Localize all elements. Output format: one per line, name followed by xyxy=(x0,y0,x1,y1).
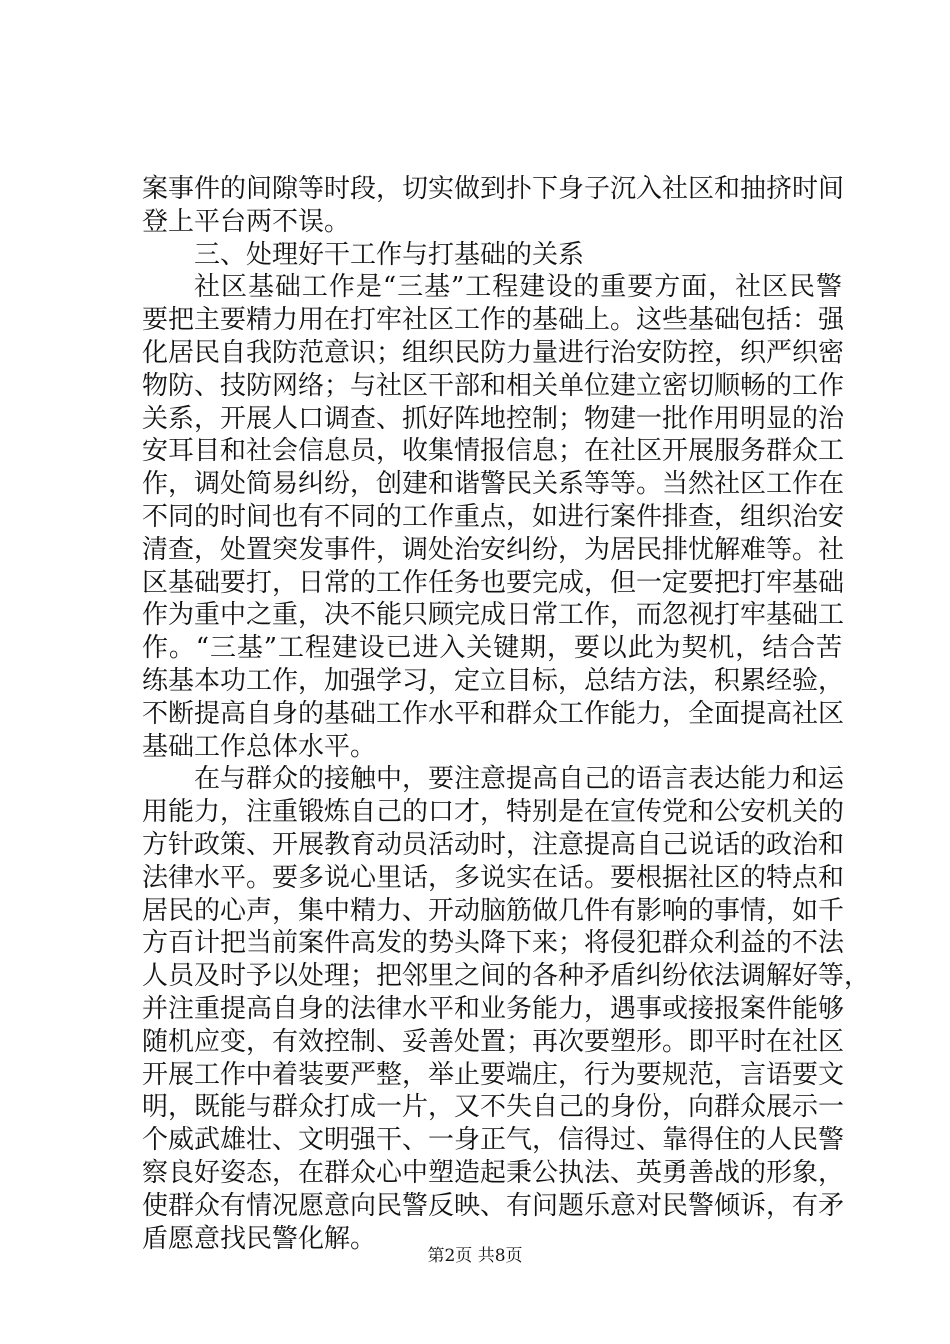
text-line: 方百计把当前案件高发的势头降下来；将侵犯群众利益的不法 xyxy=(142,928,845,959)
text-line: 区基础要打，日常的工作任务也要完成，但一定要把打牢基础 xyxy=(142,567,845,598)
text-line: 人员及时予以处理；把邻里之间的各种矛盾纠纷依法调解好等， xyxy=(142,961,871,992)
text-line: 法律水平。要多说心里话，多说实在话。要根据社区的特点和 xyxy=(142,862,845,893)
text-line: 要把主要精力用在打牢社区工作的基础上。这些基础包括：强 xyxy=(142,305,845,336)
text-line: 作。“三基”工程建设已进入关键期，要以此为契机，结合苦 xyxy=(142,633,842,664)
text-line: 物防、技防网络；与社区干部和相关单位建立密切顺畅的工作 xyxy=(142,370,845,401)
text-line: 登上平台两不误。 xyxy=(142,206,351,237)
text-line: 清查，处置突发事件，调处治安纠纷，为居民排忧解难等。社 xyxy=(142,534,845,565)
text-line: 用能力，注重锻炼自己的口才，特别是在宣传党和公安机关的 xyxy=(142,797,845,828)
text-line: 方针政策、开展教育动员活动时，注意提高自己说话的政治和 xyxy=(142,829,845,860)
text-line: 三、处理好干工作与打基础的关系 xyxy=(194,239,585,270)
text-line: 在与群众的接触中，要注意提高自己的语言表达能力和运 xyxy=(194,764,845,795)
text-line: 明，既能与群众打成一片，又不失自己的身份，向群众展示一 xyxy=(142,1092,845,1123)
text-line: 化居民自我防范意识；组织民防力量进行治安防控，织严织密 xyxy=(142,337,845,368)
text-line: 练基本功工作，加强学习，定立目标，总结方法，积累经验， xyxy=(142,665,845,696)
text-line: 使群众有情况愿意向民警反映、有问题乐意对民警倾诉，有矛 xyxy=(142,1190,845,1221)
text-line: 盾愿意找民警化解。 xyxy=(142,1223,377,1254)
text-line: 作为重中之重，决不能只顾完成日常工作，而忽视打牢基础工 xyxy=(142,600,845,631)
text-line: 作，调处简易纠纷，创建和谐警民关系等等。当然社区工作在 xyxy=(142,469,845,500)
text-line: 基础工作总体水平。 xyxy=(142,731,377,762)
text-line: 居民的心声，集中精力、开动脑筋做几件有影响的事情，如千 xyxy=(142,895,845,926)
text-line: 安耳目和社会信息员，收集情报信息；在社区开展服务群众工 xyxy=(142,436,845,467)
text-line: 察良好姿态，在群众心中塑造起秉公执法、英勇善战的形象， xyxy=(142,1157,845,1188)
text-line: 个威武雄壮、文明强干、一身正气，信得过、靠得住的人民警 xyxy=(142,1125,845,1156)
text-line: 并注重提高自身的法律水平和业务能力，遇事或接报案件能够 xyxy=(142,993,845,1024)
text-line: 开展工作中着装要严整，举止要端庄，行为要规范，言语要文 xyxy=(142,1059,845,1090)
page-number-footer: 第2页 共8页 xyxy=(427,1246,523,1266)
text-line: 案事件的间隙等时段，切实做到扑下身子沉入社区和抽挤时间 xyxy=(142,174,845,204)
text-line: 社区基础工作是“三基”工程建设的重要方面，社区民警 xyxy=(194,272,842,303)
document-body xyxy=(142,173,871,1255)
text-line: 不同的时间也有不同的工作重点，如进行案件排查，组织治安 xyxy=(142,501,845,532)
text-line: 随机应变，有效控制、妥善处置；再次要塑形。即平时在社区 xyxy=(142,1026,845,1057)
text-line: 关系，开展人口调查、抓好阵地控制；物建一批作用明显的治 xyxy=(142,403,845,434)
text-line: 不断提高自身的基础工作水平和群众工作能力，全面提高社区 xyxy=(142,698,845,729)
